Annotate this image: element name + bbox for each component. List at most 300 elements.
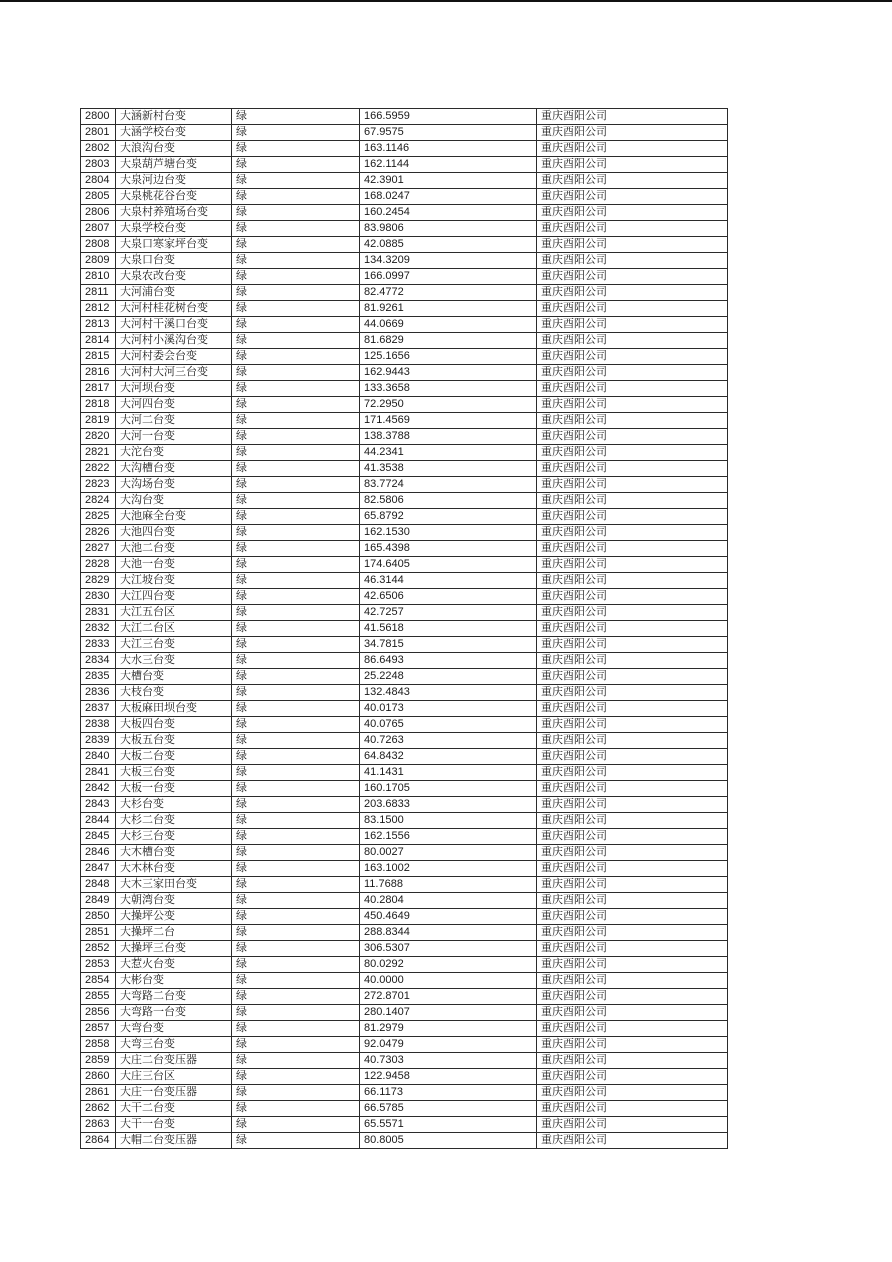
company-cell: 重庆酉阳公司 [537,605,728,621]
row-id-cell: 2831 [81,605,116,621]
company-cell: 重庆酉阳公司 [537,957,728,973]
row-id-cell: 2855 [81,989,116,1005]
row-id-cell: 2843 [81,797,116,813]
row-id-cell: 2856 [81,1005,116,1021]
table-row [81,1021,728,1037]
value-cell: 72.2950 [360,397,537,413]
status-cell: 绿 [232,317,360,333]
table-row [81,1101,728,1117]
station-name-cell: 大泉学校台变 [116,221,232,237]
station-name-cell: 大木槽台变 [116,845,232,861]
table-row [81,669,728,685]
table-row [81,765,728,781]
status-cell: 绿 [232,557,360,573]
row-id-cell: 2857 [81,1021,116,1037]
row-id-cell: 2819 [81,413,116,429]
table-row [81,349,728,365]
company-cell: 重庆酉阳公司 [537,765,728,781]
status-cell: 绿 [232,845,360,861]
status-cell: 绿 [232,253,360,269]
status-cell: 绿 [232,445,360,461]
value-cell: 272.8701 [360,989,537,1005]
value-cell: 166.0997 [360,269,537,285]
status-cell: 绿 [232,141,360,157]
station-name-cell: 大沟槽台变 [116,461,232,477]
station-name-cell: 大板二台变 [116,749,232,765]
value-cell: 65.5571 [360,1117,537,1133]
company-cell: 重庆酉阳公司 [537,109,728,125]
value-cell: 160.1705 [360,781,537,797]
status-cell: 绿 [232,1069,360,1085]
station-name-cell: 大弯台变 [116,1021,232,1037]
station-name-cell: 大泉村养殖场台变 [116,205,232,221]
value-cell: 122.9458 [360,1069,537,1085]
row-id-cell: 2800 [81,109,116,125]
row-id-cell: 2827 [81,541,116,557]
row-id-cell: 2847 [81,861,116,877]
status-cell: 绿 [232,381,360,397]
status-cell: 绿 [232,541,360,557]
company-cell: 重庆酉阳公司 [537,621,728,637]
value-cell: 66.1173 [360,1085,537,1101]
row-id-cell: 2837 [81,701,116,717]
table-row [81,525,728,541]
value-cell: 203.6833 [360,797,537,813]
status-cell: 绿 [232,749,360,765]
company-cell: 重庆酉阳公司 [537,1021,728,1037]
table-row [81,829,728,845]
status-cell: 绿 [232,797,360,813]
value-cell: 160.2454 [360,205,537,221]
row-id-cell: 2823 [81,477,116,493]
status-cell: 绿 [232,477,360,493]
station-name-cell: 大河村大河三台变 [116,365,232,381]
company-cell: 重庆酉阳公司 [537,1133,728,1149]
row-id-cell: 2860 [81,1069,116,1085]
company-cell: 重庆酉阳公司 [537,157,728,173]
table-row [81,365,728,381]
company-cell: 重庆酉阳公司 [537,445,728,461]
status-cell: 绿 [232,109,360,125]
table-row [81,541,728,557]
table-row [81,909,728,925]
row-id-cell: 2840 [81,749,116,765]
station-name-cell: 大槽台变 [116,669,232,685]
row-id-cell: 2821 [81,445,116,461]
status-cell: 绿 [232,1101,360,1117]
top-edge-line [0,0,892,2]
station-name-cell: 大庄二台变压器 [116,1053,232,1069]
value-cell: 25.2248 [360,669,537,685]
station-name-cell: 大泉农改台变 [116,269,232,285]
station-name-cell: 大涵新村台变 [116,109,232,125]
row-id-cell: 2835 [81,669,116,685]
company-cell: 重庆酉阳公司 [537,653,728,669]
status-cell: 绿 [232,573,360,589]
station-name-cell: 大弯三台变 [116,1037,232,1053]
row-id-cell: 2838 [81,717,116,733]
company-cell: 重庆酉阳公司 [537,701,728,717]
station-name-cell: 大干二台变 [116,1101,232,1117]
table-row [81,301,728,317]
table-row [81,221,728,237]
company-cell: 重庆酉阳公司 [537,285,728,301]
table-row [81,477,728,493]
company-cell: 重庆酉阳公司 [537,797,728,813]
table-row [81,189,728,205]
row-id-cell: 2824 [81,493,116,509]
table-row [81,429,728,445]
table-row [81,397,728,413]
company-cell: 重庆酉阳公司 [537,749,728,765]
station-name-cell: 大板三台变 [116,765,232,781]
table-row [81,557,728,573]
row-id-cell: 2805 [81,189,116,205]
value-cell: 67.9575 [360,125,537,141]
station-name-cell: 大江四台变 [116,589,232,605]
row-id-cell: 2814 [81,333,116,349]
value-cell: 165.4398 [360,541,537,557]
status-cell: 绿 [232,829,360,845]
row-id-cell: 2844 [81,813,116,829]
station-name-cell: 大江三台变 [116,637,232,653]
station-name-cell: 大板麻田坝台变 [116,701,232,717]
company-cell: 重庆酉阳公司 [537,413,728,429]
company-cell: 重庆酉阳公司 [537,461,728,477]
table-row [81,701,728,717]
value-cell: 83.7724 [360,477,537,493]
row-id-cell: 2815 [81,349,116,365]
station-name-cell: 大池四台变 [116,525,232,541]
station-name-cell: 大泉桃花谷台变 [116,189,232,205]
value-cell: 42.0885 [360,237,537,253]
value-cell: 80.0027 [360,845,537,861]
station-name-cell: 大弯路二台变 [116,989,232,1005]
company-cell: 重庆酉阳公司 [537,941,728,957]
row-id-cell: 2801 [81,125,116,141]
company-cell: 重庆酉阳公司 [537,845,728,861]
value-cell: 162.1144 [360,157,537,173]
row-id-cell: 2836 [81,685,116,701]
station-name-cell: 大池麻全台变 [116,509,232,525]
company-cell: 重庆酉阳公司 [537,253,728,269]
company-cell: 重庆酉阳公司 [537,893,728,909]
company-cell: 重庆酉阳公司 [537,429,728,445]
table-row [81,989,728,1005]
status-cell: 绿 [232,301,360,317]
station-name-cell: 大板四台变 [116,717,232,733]
value-cell: 81.9261 [360,301,537,317]
data-table [80,108,728,1149]
status-cell: 绿 [232,973,360,989]
row-id-cell: 2825 [81,509,116,525]
station-name-cell: 大操坪三台变 [116,941,232,957]
status-cell: 绿 [232,1005,360,1021]
value-cell: 40.7303 [360,1053,537,1069]
row-id-cell: 2851 [81,925,116,941]
station-name-cell: 大河坝台变 [116,381,232,397]
value-cell: 40.0173 [360,701,537,717]
row-id-cell: 2848 [81,877,116,893]
station-name-cell: 大沟场台变 [116,477,232,493]
station-name-cell: 大板一台变 [116,781,232,797]
company-cell: 重庆酉阳公司 [537,685,728,701]
row-id-cell: 2816 [81,365,116,381]
table-row [81,845,728,861]
status-cell: 绿 [232,349,360,365]
company-cell: 重庆酉阳公司 [537,909,728,925]
value-cell: 64.8432 [360,749,537,765]
station-name-cell: 大江五台区 [116,605,232,621]
table-row [81,621,728,637]
station-name-cell: 大帽二台变压器 [116,1133,232,1149]
status-cell: 绿 [232,765,360,781]
row-id-cell: 2864 [81,1133,116,1149]
status-cell: 绿 [232,989,360,1005]
value-cell: 450.4649 [360,909,537,925]
row-id-cell: 2806 [81,205,116,221]
station-name-cell: 大惹火台变 [116,957,232,973]
company-cell: 重庆酉阳公司 [537,1005,728,1021]
company-cell: 重庆酉阳公司 [537,269,728,285]
table-row [81,317,728,333]
value-cell: 41.1431 [360,765,537,781]
station-name-cell: 大河村小溪沟台变 [116,333,232,349]
company-cell: 重庆酉阳公司 [537,525,728,541]
value-cell: 133.3658 [360,381,537,397]
table-row [81,253,728,269]
value-cell: 280.1407 [360,1005,537,1021]
table-row [81,237,728,253]
station-name-cell: 大木林台变 [116,861,232,877]
station-name-cell: 大沟台变 [116,493,232,509]
row-id-cell: 2820 [81,429,116,445]
company-cell: 重庆酉阳公司 [537,349,728,365]
company-cell: 重庆酉阳公司 [537,557,728,573]
status-cell: 绿 [232,285,360,301]
table-row [81,1005,728,1021]
row-id-cell: 2839 [81,733,116,749]
status-cell: 绿 [232,733,360,749]
value-cell: 40.2804 [360,893,537,909]
company-cell: 重庆酉阳公司 [537,989,728,1005]
table-row [81,509,728,525]
status-cell: 绿 [232,509,360,525]
table-row [81,269,728,285]
station-name-cell: 大河村桂花树台变 [116,301,232,317]
value-cell: 41.5618 [360,621,537,637]
company-cell: 重庆酉阳公司 [537,637,728,653]
table-row [81,173,728,189]
status-cell: 绿 [232,957,360,973]
value-cell: 83.1500 [360,813,537,829]
station-name-cell: 大池一台变 [116,557,232,573]
value-cell: 81.2979 [360,1021,537,1037]
row-id-cell: 2832 [81,621,116,637]
row-id-cell: 2813 [81,317,116,333]
value-cell: 92.0479 [360,1037,537,1053]
status-cell: 绿 [232,125,360,141]
station-name-cell: 大江二台区 [116,621,232,637]
table-row [81,637,728,653]
value-cell: 65.8792 [360,509,537,525]
station-name-cell: 大庄一台变压器 [116,1085,232,1101]
value-cell: 40.0000 [360,973,537,989]
station-name-cell: 大泉葫芦塘台变 [116,157,232,173]
status-cell: 绿 [232,493,360,509]
company-cell: 重庆酉阳公司 [537,237,728,253]
value-cell: 162.9443 [360,365,537,381]
table-row [81,157,728,173]
table-row [81,445,728,461]
status-cell: 绿 [232,189,360,205]
status-cell: 绿 [232,813,360,829]
value-cell: 11.7688 [360,877,537,893]
table-body [81,109,728,1149]
station-name-cell: 大杉三台变 [116,829,232,845]
row-id-cell: 2849 [81,893,116,909]
table-row [81,813,728,829]
table-row [81,797,728,813]
status-cell: 绿 [232,893,360,909]
status-cell: 绿 [232,861,360,877]
table-row [81,685,728,701]
table-row [81,1037,728,1053]
status-cell: 绿 [232,157,360,173]
station-name-cell: 大浪沟台变 [116,141,232,157]
status-cell: 绿 [232,237,360,253]
status-cell: 绿 [232,717,360,733]
row-id-cell: 2850 [81,909,116,925]
value-cell: 82.5806 [360,493,537,509]
station-name-cell: 大朝湾台变 [116,893,232,909]
row-id-cell: 2804 [81,173,116,189]
table-row [81,141,728,157]
table-row [81,109,728,125]
table-row [81,973,728,989]
value-cell: 42.6506 [360,589,537,605]
status-cell: 绿 [232,173,360,189]
table-row [81,1117,728,1133]
status-cell: 绿 [232,1133,360,1149]
status-cell: 绿 [232,221,360,237]
company-cell: 重庆酉阳公司 [537,573,728,589]
row-id-cell: 2841 [81,765,116,781]
status-cell: 绿 [232,1021,360,1037]
row-id-cell: 2861 [81,1085,116,1101]
status-cell: 绿 [232,1085,360,1101]
station-name-cell: 大弯路一台变 [116,1005,232,1021]
company-cell: 重庆酉阳公司 [537,173,728,189]
row-id-cell: 2809 [81,253,116,269]
row-id-cell: 2842 [81,781,116,797]
status-cell: 绿 [232,1037,360,1053]
value-cell: 80.8005 [360,1133,537,1149]
status-cell: 绿 [232,909,360,925]
table-row [81,493,728,509]
row-id-cell: 2802 [81,141,116,157]
row-id-cell: 2863 [81,1117,116,1133]
row-id-cell: 2808 [81,237,116,253]
row-id-cell: 2829 [81,573,116,589]
station-name-cell: 大杉二台变 [116,813,232,829]
company-cell: 重庆酉阳公司 [537,541,728,557]
status-cell: 绿 [232,637,360,653]
status-cell: 绿 [232,413,360,429]
value-cell: 288.8344 [360,925,537,941]
status-cell: 绿 [232,605,360,621]
company-cell: 重庆酉阳公司 [537,333,728,349]
value-cell: 168.0247 [360,189,537,205]
company-cell: 重庆酉阳公司 [537,1053,728,1069]
company-cell: 重庆酉阳公司 [537,141,728,157]
station-name-cell: 大操坪公变 [116,909,232,925]
company-cell: 重庆酉阳公司 [537,1101,728,1117]
station-name-cell: 大干一台变 [116,1117,232,1133]
table-row [81,205,728,221]
status-cell: 绿 [232,669,360,685]
company-cell: 重庆酉阳公司 [537,205,728,221]
station-name-cell: 大河二台变 [116,413,232,429]
status-cell: 绿 [232,429,360,445]
company-cell: 重庆酉阳公司 [537,973,728,989]
station-name-cell: 大板五台变 [116,733,232,749]
company-cell: 重庆酉阳公司 [537,125,728,141]
status-cell: 绿 [232,205,360,221]
value-cell: 125.1656 [360,349,537,365]
value-cell: 34.7815 [360,637,537,653]
station-name-cell: 大江坡台变 [116,573,232,589]
status-cell: 绿 [232,653,360,669]
value-cell: 306.5307 [360,941,537,957]
status-cell: 绿 [232,269,360,285]
company-cell: 重庆酉阳公司 [537,1037,728,1053]
company-cell: 重庆酉阳公司 [537,861,728,877]
company-cell: 重庆酉阳公司 [537,925,728,941]
table-row [81,381,728,397]
value-cell: 66.5785 [360,1101,537,1117]
company-cell: 重庆酉阳公司 [537,589,728,605]
company-cell: 重庆酉阳公司 [537,733,728,749]
value-cell: 86.6493 [360,653,537,669]
status-cell: 绿 [232,397,360,413]
table-row [81,413,728,429]
value-cell: 83.9806 [360,221,537,237]
row-id-cell: 2833 [81,637,116,653]
station-name-cell: 大河浦台变 [116,285,232,301]
company-cell: 重庆酉阳公司 [537,1069,728,1085]
station-name-cell: 大池二台变 [116,541,232,557]
status-cell: 绿 [232,685,360,701]
company-cell: 重庆酉阳公司 [537,1117,728,1133]
value-cell: 82.4772 [360,285,537,301]
station-name-cell: 大涵学校台变 [116,125,232,141]
value-cell: 163.1146 [360,141,537,157]
table-row [81,893,728,909]
value-cell: 134.3209 [360,253,537,269]
row-id-cell: 2812 [81,301,116,317]
row-id-cell: 2811 [81,285,116,301]
company-cell: 重庆酉阳公司 [537,781,728,797]
row-id-cell: 2810 [81,269,116,285]
value-cell: 81.6829 [360,333,537,349]
table-row [81,877,728,893]
table-row [81,781,728,797]
row-id-cell: 2818 [81,397,116,413]
table-row [81,605,728,621]
table-row [81,941,728,957]
status-cell: 绿 [232,461,360,477]
